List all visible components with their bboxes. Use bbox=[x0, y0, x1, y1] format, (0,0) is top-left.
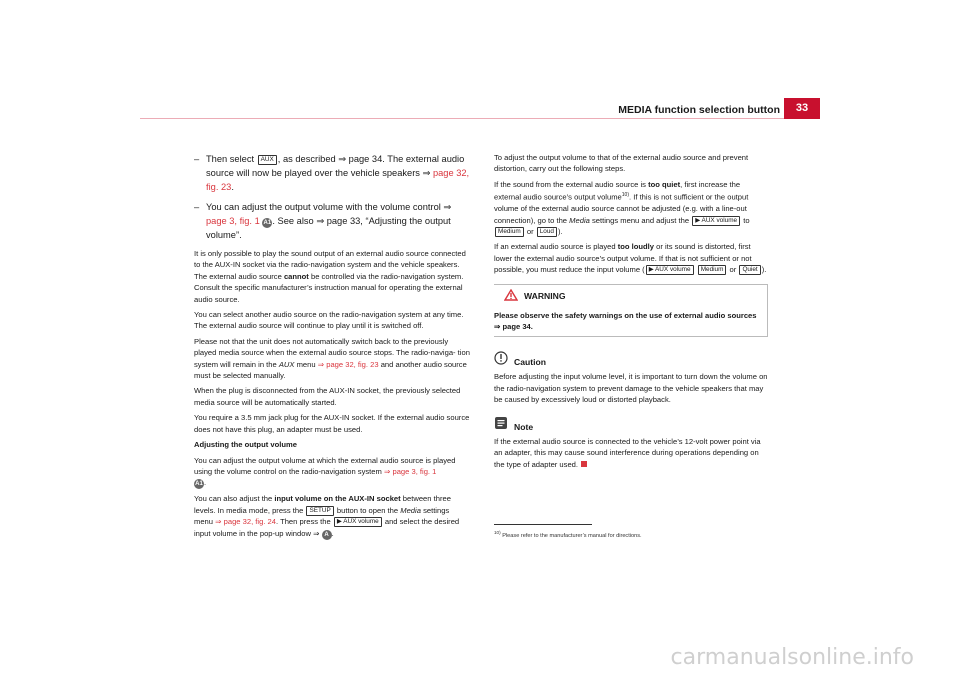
aux-volume-button: ▶ AUX volume bbox=[646, 265, 694, 275]
paragraph: If an external audio source is played too loudly or its sound is distorted, first lower the external audio source’s output volume. If that is not sufficient or not possible, you must reduce the input volume ( ▶ AUX volume Medium or Quiet ). bbox=[494, 242, 767, 275]
dash-icon: – bbox=[194, 202, 200, 212]
paragraph: You can adjust the output volume at which the external audio source is played using the volume control on the radio-navigation system ⇒ page 3, fig. 1 A1. bbox=[194, 455, 456, 488]
caution-text: Before adjusting the input volume level, it is important to turn down the volume on the radio-navigation system to prevent damage to the vehicle speakers that may be caused by excessively loud or distorted playback. bbox=[494, 372, 768, 405]
callout-a1-icon: A1 bbox=[195, 481, 203, 488]
arrow-icon: ⇒ bbox=[316, 216, 325, 226]
note-header: Note bbox=[494, 416, 768, 433]
instruction-step-2: – You can adjust the output volume with the volume control ⇒ page 3, fig. 1 A1. See also ⇒ page 33, “Adjusting the output volume”. bbox=[194, 202, 452, 240]
arrow-icon: ⇒ bbox=[422, 168, 431, 178]
caution-icon bbox=[494, 351, 508, 368]
paragraph: Please not that the unit does not automatically switch back to the previously played media source when the external audio source stops. The radio-naviga- tion system will remain in the AUX menu ⇒ page 32, fig. 23 and another audio source must be selected manually. bbox=[194, 336, 470, 381]
section-title: MEDIA function selection button bbox=[618, 104, 780, 116]
header-rule bbox=[140, 118, 820, 119]
quiet-button: Quiet bbox=[739, 265, 760, 275]
paragraph: It is only possible to play the sound output of an external audio source connected to the AUX-IN socket via the radio-navigation system and the vehicle speakers. The external audio source cannot be controlled via the radio-navigation system. Consult the specific manufacturer’s instruction manual for operating the external audio source. bbox=[194, 249, 466, 304]
footnote-rule bbox=[494, 524, 592, 525]
warning-header: WARNING bbox=[494, 289, 765, 304]
callout-a-icon: A bbox=[322, 530, 332, 540]
paragraph: To adjust the output volume to that of the external audio source and prevent distortion, carry out the following steps. bbox=[494, 153, 749, 174]
warning-box bbox=[494, 284, 768, 337]
page-link[interactable]: page 32, fig. 23 bbox=[206, 168, 470, 192]
warning-triangle-icon bbox=[504, 289, 518, 304]
loud-button: Loud bbox=[537, 227, 557, 237]
left-column bbox=[194, 152, 470, 544]
medium-button: Medium bbox=[495, 227, 524, 237]
page-number: 33 bbox=[784, 98, 820, 119]
note-block bbox=[494, 416, 768, 471]
page-link[interactable]: page 3, fig. 1 bbox=[392, 466, 437, 476]
paragraph: When the plug is disconnected from the AUX-IN socket, the previously selected media source will be automatically started. bbox=[194, 386, 461, 407]
page-link[interactable]: page 32, fig. 24 bbox=[223, 517, 276, 527]
paragraph: You require a 3.5 mm jack plug for the AUX-IN socket. If the external audio source does not have this plug, an adapter must be used. bbox=[194, 413, 470, 434]
footnote: $^{10)}$ Please refer to the manufacturer’s manual for directions. bbox=[494, 530, 642, 539]
paragraph: If the sound from the external audio source is too quiet, first increase the external audio source’s output volume$^{10)}$. If this is not sufficient or the output volume of the external audio source cannot be adjusted (e.g. with a line-out connection), go to the Media settings menu and adjust the ▶ AUX volume to Medium or Loud ). bbox=[494, 179, 750, 236]
arrow-icon: ⇒ bbox=[338, 154, 347, 164]
paragraph: You can also adjust the input volume on the AUX-IN socket between three levels. In media mode, press the SETUP button to open the Media settings menu ⇒ page 32, fig. 24. Then press the ▶ AUX volume and select the desired input volume in the pop-up window ⇒ A . bbox=[194, 494, 460, 538]
setup-button: SETUP bbox=[306, 506, 333, 516]
aux-button: AUX bbox=[258, 155, 277, 165]
paragraph: You can select another audio source on the radio-navigation system at any time. The external audio source will continue to play until it is switched off. bbox=[194, 310, 464, 331]
arrow-icon: ⇒ bbox=[443, 202, 452, 212]
arrow-icon: ⇒ bbox=[383, 466, 391, 476]
page-header bbox=[0, 0, 960, 120]
caution-header: Caution bbox=[494, 351, 768, 368]
caution-block bbox=[494, 351, 768, 406]
medium-button: Medium bbox=[698, 265, 727, 275]
right-column bbox=[494, 152, 768, 474]
arrow-icon: ⇒ bbox=[317, 359, 325, 369]
footnote-ref: 10) bbox=[621, 192, 630, 199]
arrow-icon: ⇒ bbox=[494, 322, 501, 331]
dash-icon: – bbox=[194, 154, 200, 164]
arrow-icon: ⇒ bbox=[313, 528, 320, 538]
callout-a1-icon: A1 bbox=[263, 220, 272, 226]
warning-text: Please observe the safety warnings on the use of external audio sources ⇒ page 34. bbox=[494, 311, 757, 331]
aux-volume-button: ▶ AUX volume bbox=[692, 216, 740, 226]
note-text: If the external audio source is connected to the vehicle’s 12-volt power point via an adapter, this may cause sound interference during operations depending on the type of adapter used. bbox=[494, 437, 761, 469]
note-icon bbox=[494, 416, 508, 433]
end-marker-icon bbox=[581, 461, 587, 467]
watermark-logo: carmanualsonline.info bbox=[670, 645, 914, 670]
aux-volume-button: ▶ AUX volume bbox=[334, 517, 382, 527]
page-link[interactable]: page 32, fig. 23 bbox=[326, 359, 379, 369]
page-link[interactable]: page 3, fig. 1 bbox=[206, 216, 260, 226]
subheading: Adjusting the output volume bbox=[194, 440, 297, 450]
arrow-icon: ⇒ bbox=[215, 517, 222, 527]
instruction-step-1: – Then select AUX , as described ⇒ page 34. The external audio source will now be played over the vehicle speakers ⇒ page 32, fig. 23. bbox=[194, 154, 470, 192]
